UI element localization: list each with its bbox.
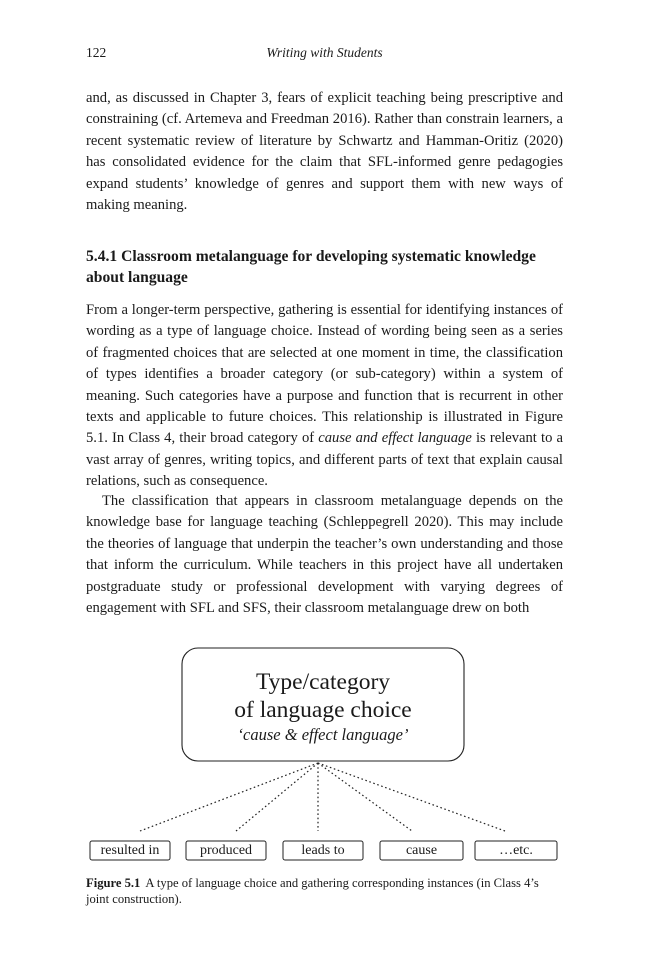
category-title-line2: of language choice	[234, 697, 412, 723]
page-number: 122	[86, 45, 107, 60]
instance-label: leads to	[301, 843, 345, 858]
category-title-line1: Type/category	[255, 669, 391, 695]
connector-lines	[140, 763, 505, 831]
paragraph-gathering-text-a: From a longer-term perspective, gathering is essential for identifying instances of wording as a type of language choice. Instead of wording being seen as a series of fragmented choices that are selected at one moment in time, the classification of types identifies a broader category (or sub-category) within a system of meaning. Such categories have a purpose and function that is recurrent in other texts and applicable to future choices. This relationship is illustrated in Figure 5.1. In Class 4, their broad category of	[86, 302, 563, 447]
connector-line	[318, 763, 412, 831]
connector-line	[236, 763, 318, 831]
connector-line	[140, 763, 318, 831]
instance-label: …etc.	[499, 843, 533, 858]
paragraph-gathering	[86, 300, 563, 493]
instance-label: produced	[199, 843, 253, 858]
paragraph-intro: and, as discussed in Chapter 3, fears of explicit teaching being prescriptive and constraining (cf. Artemeva and Freedman 2016). Rather than constrain learners, a recent systematic review of literature by Schwartz and Hamman-Oritiz (2020) has consolidated evidence for the claim that SFL-informed genre pedagogies expand students’ knowledge of genres and support them with new ways of making meaning.	[86, 90, 563, 214]
paragraph-gathering-text-b: is relevant to a vast array of genres, writing topics, and different parts of text that explain causal relations, such as consequence.	[86, 430, 563, 490]
figure-caption-text: A type of language choice and gathering corresponding instances (in Class 4’s joint construction).	[86, 876, 539, 906]
paragraph-gathering-emphasis: cause and effect language	[318, 430, 472, 447]
paragraph-classification: The classification that appears in classroom metalanguage depends on the knowledge base for language teaching (Schleppegrell 2020). This may include the theories of language that underpin the teacher’s own understanding and those that inform the curriculum. While teachers in this project have all undertaken postgraduate study or professional development with varying degrees of engagement with SFL and SFS, their classroom metalanguage drew on both	[86, 493, 563, 617]
figure-5-1	[0, 640, 650, 870]
section-heading: 5.4.1 Classroom metalanguage for developing systematic knowledge about language	[86, 248, 536, 286]
connector-line	[318, 763, 505, 831]
instance-label: cause	[405, 843, 438, 858]
category-example: ‘cause & effect language’	[237, 725, 409, 744]
figure-caption	[86, 875, 563, 907]
running-title: Writing with Students	[266, 45, 383, 60]
instance-label: resulted in	[100, 843, 160, 858]
figure-caption-label: Figure 5.1	[86, 876, 141, 890]
